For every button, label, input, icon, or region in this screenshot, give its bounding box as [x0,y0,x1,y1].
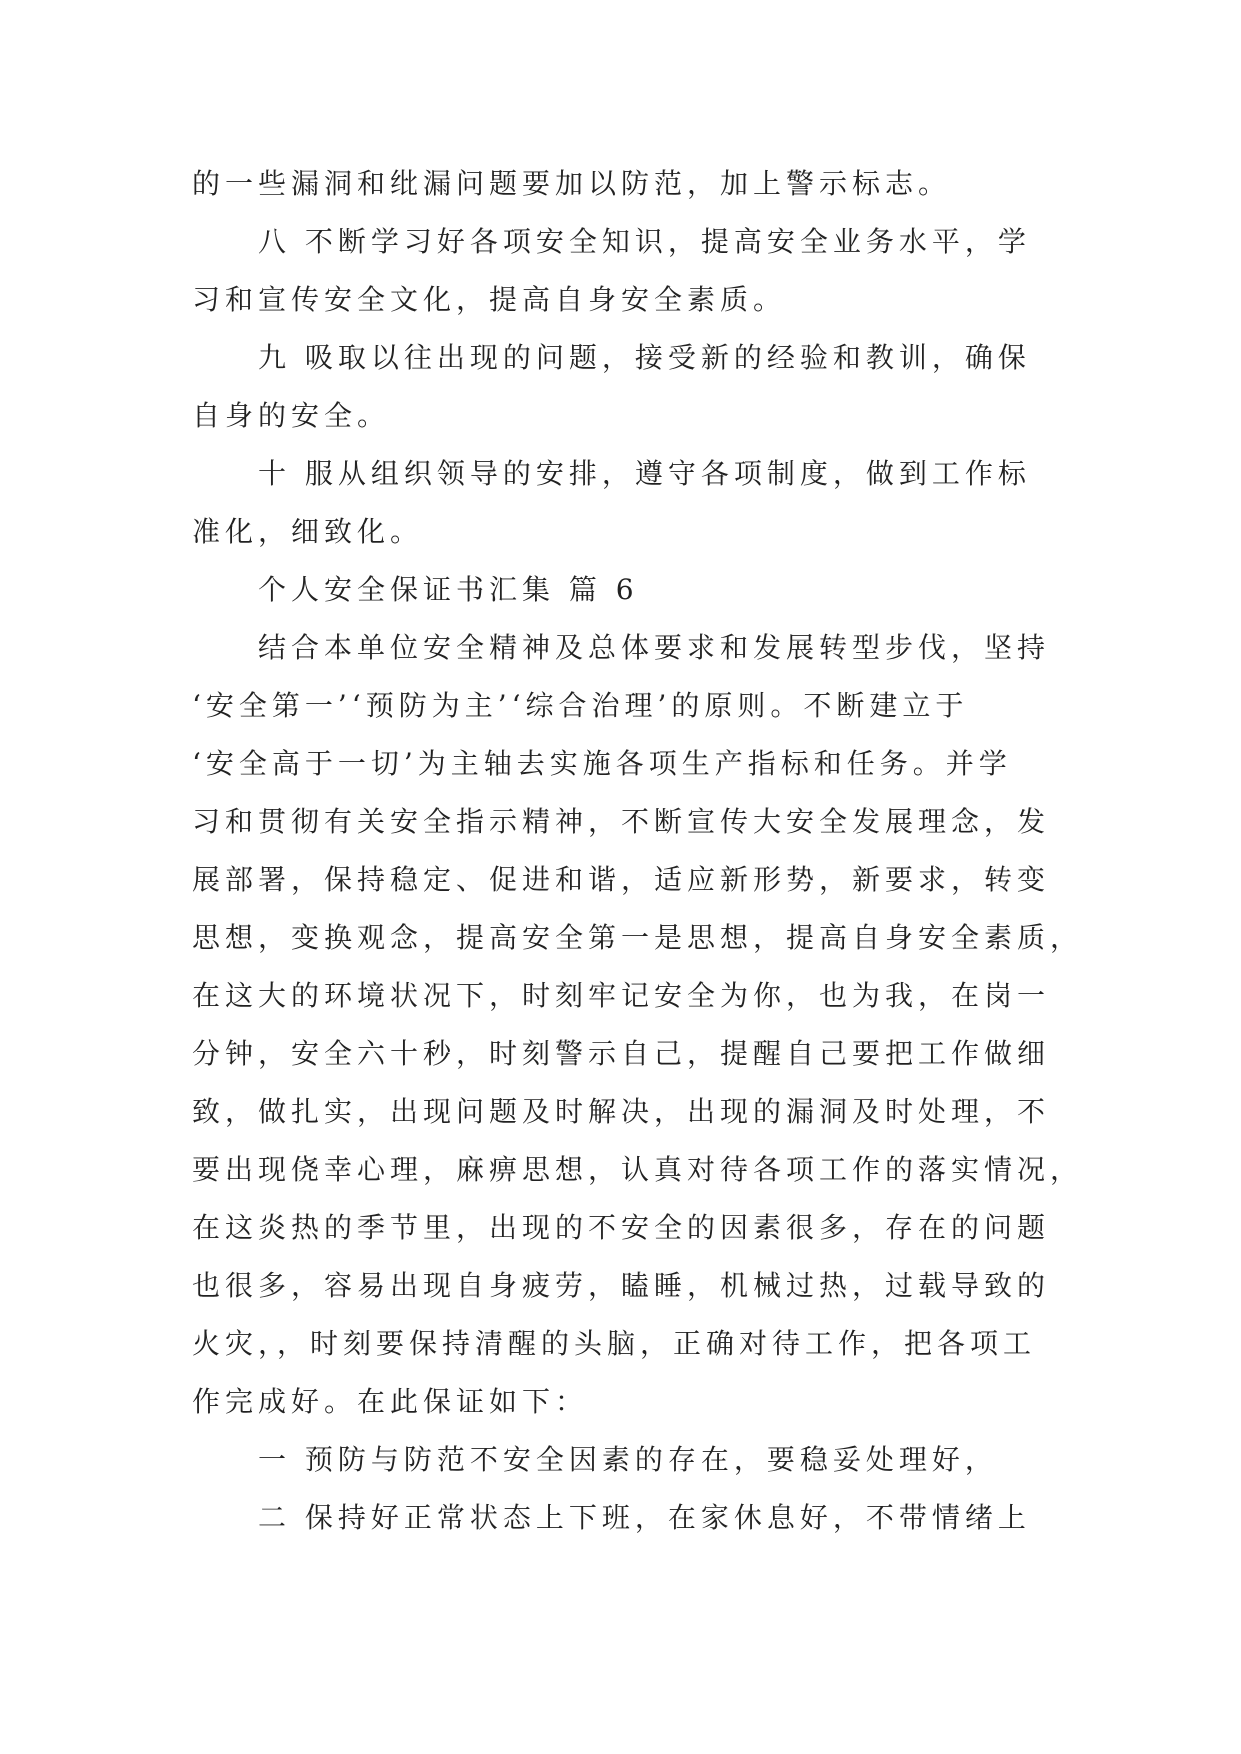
text-line: 也很多，容易出现自身疲劳，瞌睡，机械过热，过载导致的 [192,1269,1051,1302]
text-line: 火灾，，时刻要保持清醒的头脑，正确对待工作，把各项工 [192,1327,1037,1360]
text-line: 的一些漏洞和纰漏问题要加以防范，加上警示标志。 [192,167,952,200]
text-line: 作完成好。在此保证如下： [192,1385,589,1418]
text-line: ‘安全第一’‘预防为主’‘综合治理’的原则。不断建立于 [192,689,969,722]
text-line: 习和宣传安全文化，提高自身安全素质。 [192,283,787,316]
text-line: 致，做扎实，出现问题及时解决，出现的漏洞及时处理，不 [192,1095,1051,1128]
text-line: 要出现侥幸心理，麻痹思想，认真对待各项工作的落实情况， [192,1153,1084,1186]
text-line: 展部署，保持稳定、促进和谐，适应新形势，新要求，转变 [192,863,1051,896]
text-line: 一 预防与防范不安全因素的存在，要稳妥处理好， [258,1443,998,1476]
text-line: 十 服从组织领导的安排，遵守各项制度，做到工作标 [258,457,1031,490]
text-line: 九 吸取以往出现的问题，接受新的经验和教训，确保 [258,341,1031,374]
section-heading: 个人安全保证书汇集 篇 6 [258,573,639,606]
text-line: 结合本单位安全精神及总体要求和发展转型步伐，坚持 [258,631,1051,664]
text-line: 二 保持好正常状态上下班，在家休息好，不带情绪上 [258,1501,1031,1534]
text-line: 在这炎热的季节里，出现的不安全的因素很多，存在的问题 [192,1211,1051,1244]
text-line: 习和贯彻有关安全指示精神，不断宣传大安全发展理念，发 [192,805,1051,838]
text-line: 思想，变换观念，提高安全第一是思想，提高自身安全素质， [192,921,1084,954]
text-line: 八 不断学习好各项安全知识，提高安全业务水平，学 [258,225,1031,258]
text-line: 分钟，安全六十秒，时刻警示自己，提醒自己要把工作做细 [192,1037,1051,1070]
text-line: ‘安全高于一切’为主轴去实施各项生产指标和任务。并学 [192,747,1012,780]
text-line: 自身的安全。 [192,399,391,432]
document-body [192,155,1084,1547]
text-line: 准化，细致化。 [192,515,424,548]
text-line: 在这大的环境状况下，时刻牢记安全为你，也为我，在岗一 [192,979,1051,1012]
